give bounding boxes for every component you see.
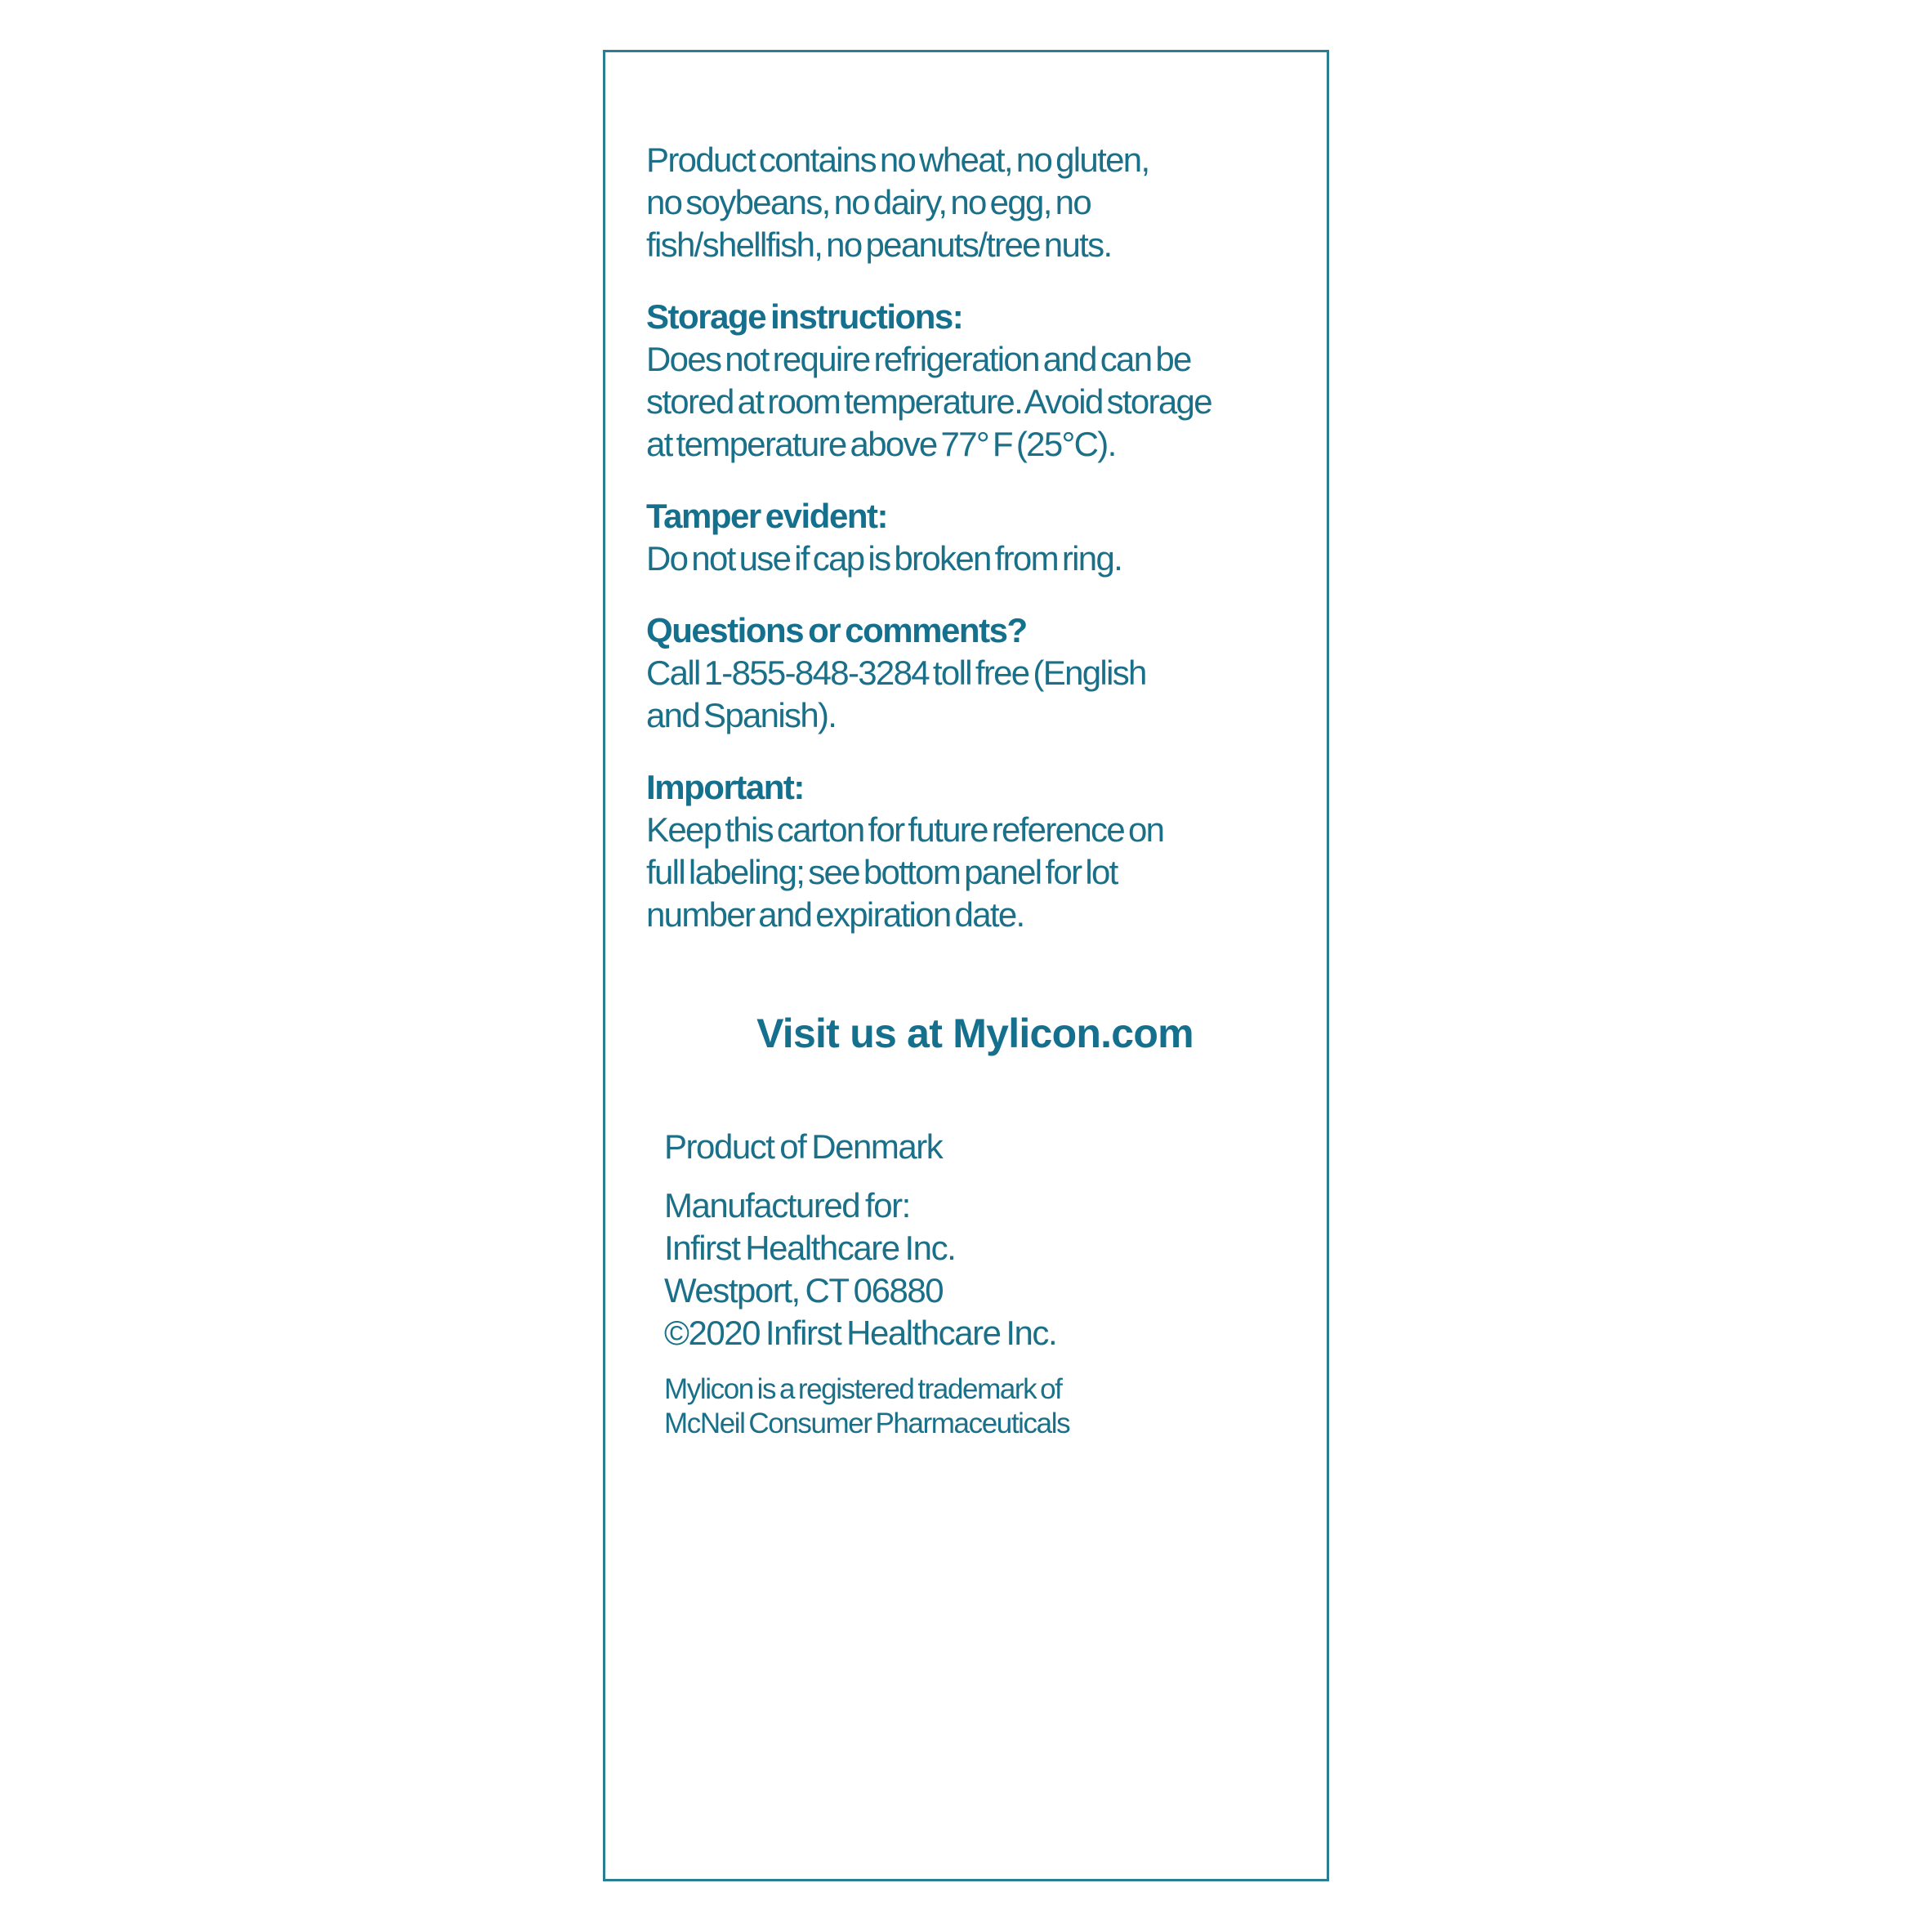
allergen-line: Product contains no wheat, no gluten, — [646, 141, 1149, 179]
manufactured-for-line: Manufactured for: — [664, 1186, 910, 1225]
trademark-line: McNeil Consumer Pharmaceuticals — [664, 1408, 1070, 1439]
allergen-statement — [646, 139, 1304, 266]
tamper-evident-text — [646, 538, 1304, 580]
manufacturer-address — [664, 1185, 1304, 1354]
important-section — [646, 766, 1304, 936]
trademark-line: Mylicon is a registered trademark of — [664, 1373, 1062, 1405]
manufacturer-city-line: Westport, CT 06880 — [664, 1271, 944, 1310]
storage-instructions-section — [646, 296, 1304, 466]
tamper-evident-heading: Tamper evident: — [646, 497, 888, 535]
storage-line: at temperature above 77° F (25°C). — [646, 425, 1116, 463]
website-callout: Visit us at Mylicon.com — [756, 1011, 1194, 1056]
questions-comments-heading: Questions or comments? — [646, 611, 1027, 649]
allergen-line: fish/shellfish, no peanuts/tree nuts. — [646, 225, 1112, 264]
questions-comments-section — [646, 609, 1304, 737]
phone-line: and Spanish). — [646, 696, 837, 734]
important-text — [646, 809, 1304, 936]
label-content — [605, 52, 1327, 1441]
important-heading: Important: — [646, 768, 804, 806]
copyright-line: ©2020 Infirst Healthcare Inc. — [664, 1314, 1057, 1352]
storage-line: Does not require refrigeration and can be — [646, 340, 1191, 378]
tamper-line: Do not use if cap is broken from ring. — [646, 539, 1122, 578]
important-line: number and expiration date. — [646, 895, 1024, 934]
country-of-origin: Product of Denmark — [664, 1127, 943, 1166]
allergen-line: no soybeans, no dairy, no egg, no — [646, 183, 1091, 221]
storage-instructions-text — [646, 338, 1304, 466]
phone-line: Call 1-855-848-3284 toll free (English — [646, 654, 1146, 692]
label-border-panel — [603, 50, 1329, 1881]
tamper-evident-section — [646, 495, 1304, 580]
storage-instructions-heading: Storage instructions: — [646, 297, 963, 336]
important-line: full labeling; see bottom panel for lot — [646, 853, 1118, 891]
important-line: Keep this carton for future reference on — [646, 810, 1164, 849]
manufacturer-block — [664, 1126, 1304, 1441]
trademark-notice — [664, 1372, 1304, 1441]
manufacturer-name-line: Infirst Healthcare Inc. — [664, 1229, 956, 1267]
storage-line: stored at room temperature. Avoid storage — [646, 382, 1211, 421]
questions-comments-text — [646, 652, 1304, 737]
